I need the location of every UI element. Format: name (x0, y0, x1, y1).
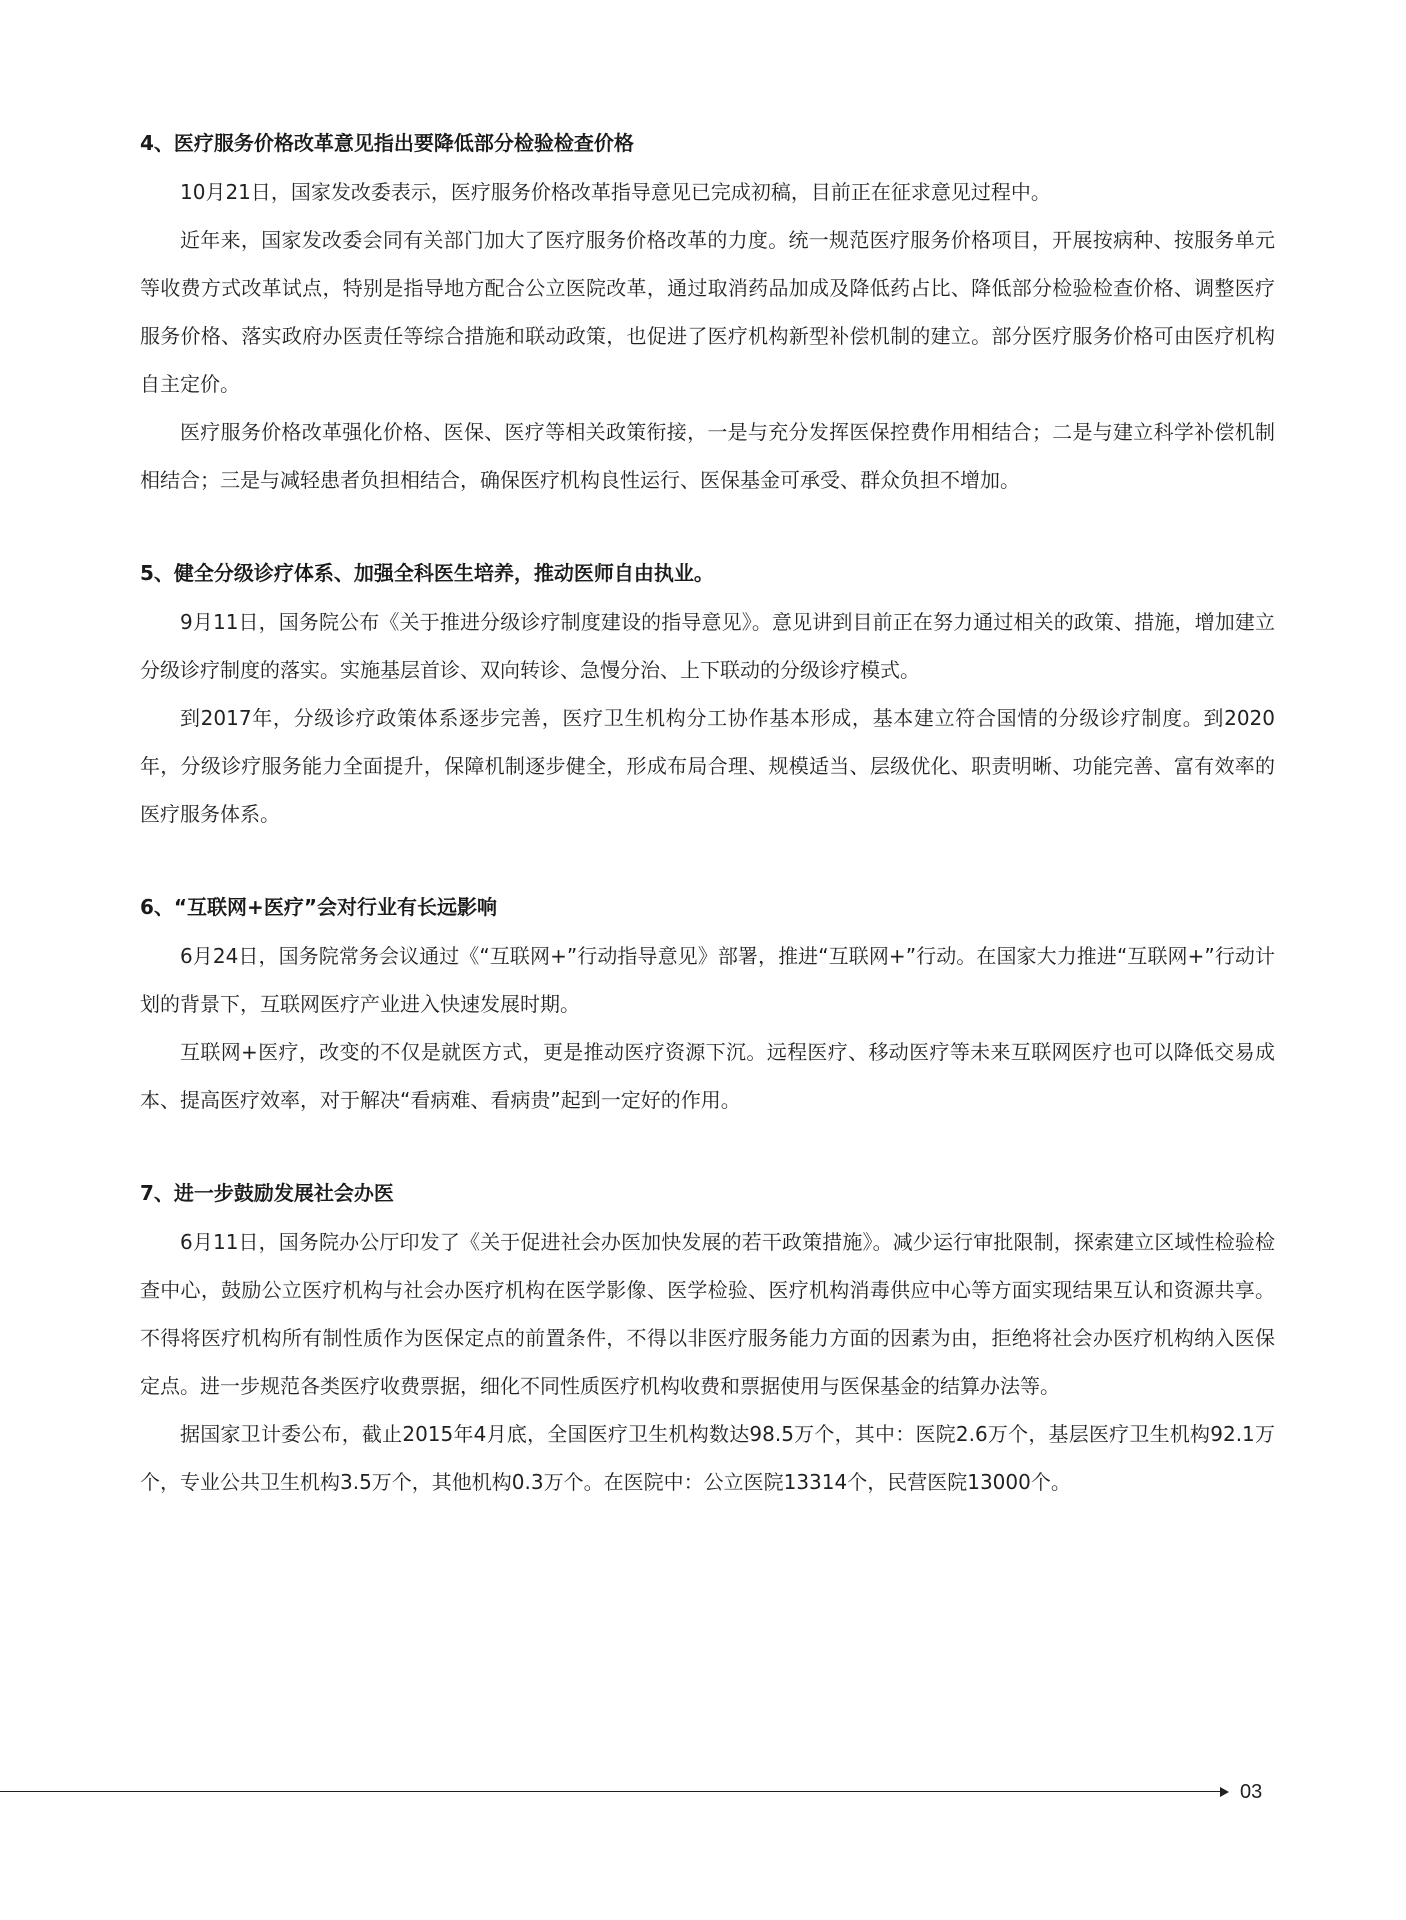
section-5 (140, 556, 1275, 838)
section-7 (140, 1176, 1275, 1506)
paragraph: 9月11日，国务院公布《关于推进分级诊疗制度建设的指导意见》。意见讲到目前正在努力通过相关的政策、措施，增加建立分级诊疗制度的落实。实施基层首诊、双向转诊、急慢分治、上下联动的分级诊疗模式。 (140, 610, 1275, 682)
document-body (140, 126, 1275, 1558)
page-number: 03 (1240, 1781, 1263, 1803)
paragraph: 6月24日，国务院常务会议通过《“互联网+”行动指导意见》部署，推进“互联网+”行动。在国家大力推进“互联网+”行动计划的背景下，互联网医疗产业进入快速发展时期。 (140, 944, 1275, 1016)
paragraph: 6月11日，国务院办公厅印发了《关于促进社会办医加快发展的若干政策措施》。减少运行审批限制，探索建立区域性检验检查中心，鼓励公立医疗机构与社会办医疗机构在医学影像、医学检验、医疗机构消毒供应中心等方面实现结果互认和资源共享。不得将医疗机构所有制性质作为医保定点的前置条件，不得以非医疗服务能力方面的因素为由，拒绝将社会办医疗机构纳入医保定点。进一步规范各类医疗收费票据，细化不同性质医疗机构收费和票据使用与医保基金的结算办法等。 (140, 1230, 1275, 1398)
section-heading: 5、健全分级诊疗体系、加强全科医生培养，推动医师自由执业。 (140, 561, 714, 585)
section-6 (140, 890, 1275, 1124)
section-heading: 6、“互联网+医疗”会对行业有长远影响 (140, 895, 497, 919)
section-heading: 7、进一步鼓励发展社会办医 (140, 1181, 394, 1205)
section-4 (140, 126, 1275, 504)
paragraph: 医疗服务价格改革强化价格、医保、医疗等相关政策衔接，一是与充分发挥医保控费作用相结合；二是与建立科学补偿机制相结合；三是与减轻患者负担相结合，确保医疗机构良性运行、医保基金可承受、群众负担不增加。 (140, 420, 1275, 492)
page-footer (0, 1776, 1406, 1808)
section-heading: 4、医疗服务价格改革意见指出要降低部分检验检查价格 (140, 131, 634, 155)
paragraph: 据国家卫计委公布，截止2015年4月底，全国医疗卫生机构数达98.5万个，其中：医院2.6万个，基层医疗卫生机构92.1万个，专业公共卫生机构3.5万个，其他机构0.3万个。在医院中：公立医院13314个，民营医院13000个。 (140, 1422, 1275, 1494)
paragraph: 到2017年，分级诊疗政策体系逐步完善，医疗卫生机构分工协作基本形成，基本建立符合国情的分级诊疗制度。到2020年，分级诊疗服务能力全面提升，保障机制逐步健全，形成布局合理、规模适当、层级优化、职责明晰、功能完善、富有效率的医疗服务体系。 (140, 706, 1275, 826)
paragraph: 10月21日，国家发改委表示，医疗服务价格改革指导意见已完成初稿，目前正在征求意见过程中。 (180, 180, 1051, 204)
footer-rule (0, 1791, 1222, 1792)
paragraph: 互联网+医疗，改变的不仅是就医方式，更是推动医疗资源下沉。远程医疗、移动医疗等未来互联网医疗也可以降低交易成本、提高医疗效率，对于解决“看病难、看病贵”起到一定好的作用。 (140, 1040, 1275, 1112)
paragraph: 近年来，国家发改委会同有关部门加大了医疗服务价格改革的力度。统一规范医疗服务价格项目，开展按病种、按服务单元等收费方式改革试点，特别是指导地方配合公立医院改革，通过取消药品加成及降低药占比、降低部分检验检查价格、调整医疗服务价格、落实政府办医责任等综合措施和联动政策，也促进了医疗机构新型补偿机制的建立。部分医疗服务价格可由医疗机构自主定价。 (140, 228, 1275, 396)
arrow-right-icon (1220, 1787, 1229, 1797)
